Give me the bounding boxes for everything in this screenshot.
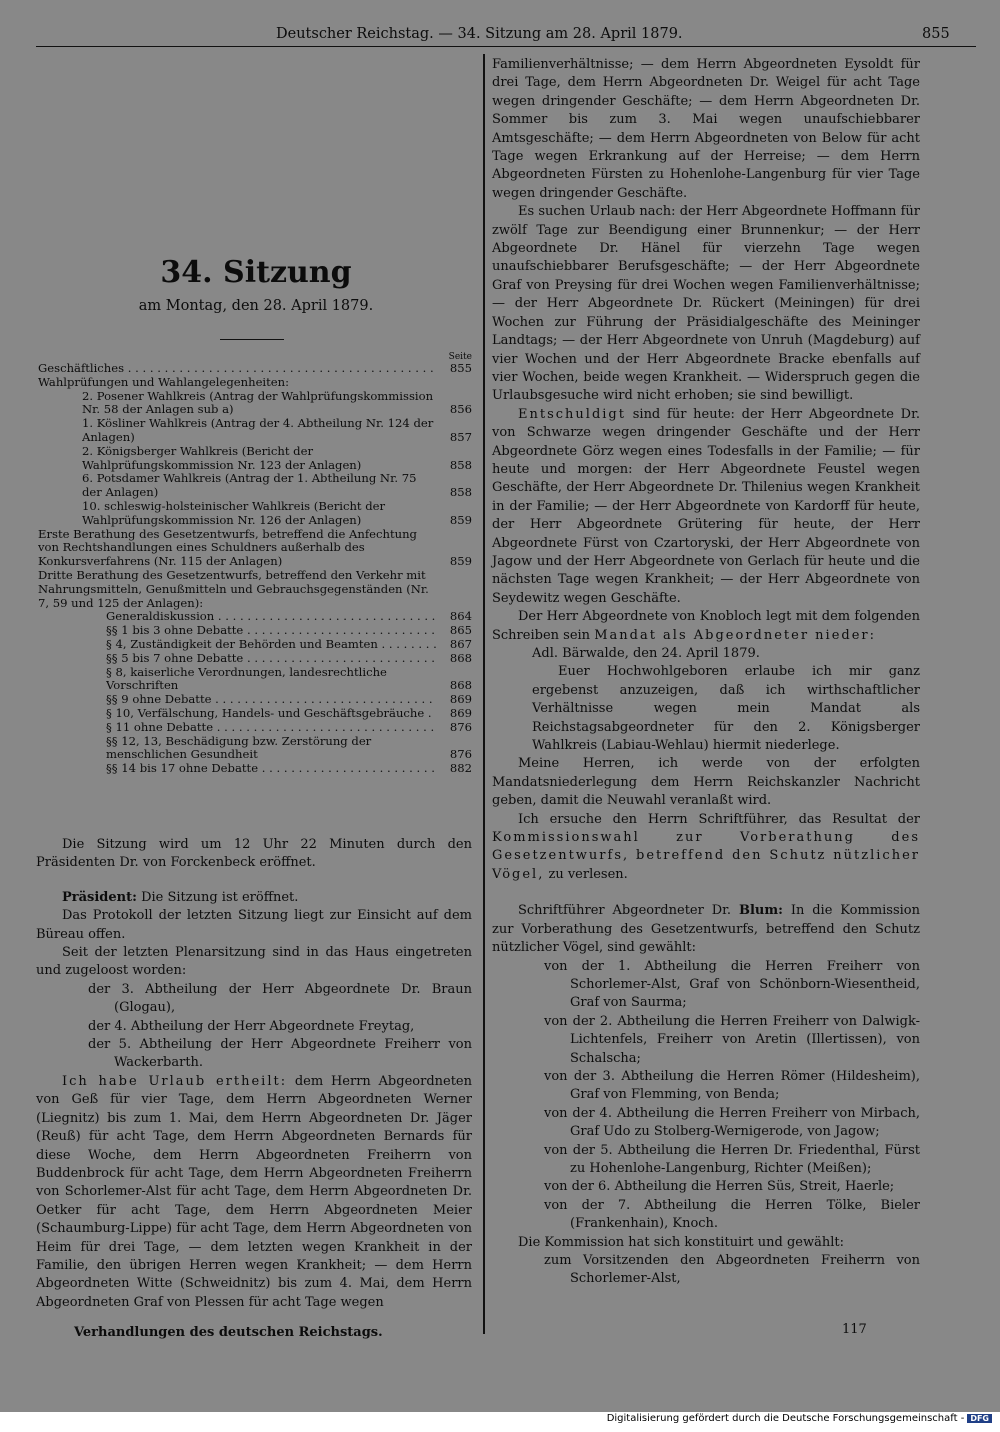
paragraph-family: Familienverhältnisse; — dem Herrn Abgeordneten Eysoldt für drei Tage, dem Herrn Abgeordneten Dr. Weigel für acht Tage wegen dringender Geschäfte; — dem Herrn Abgeordneten Dr. Sommer bis zum 3. Mai wegen unaufschiebbarer Amtsgeschäfte; — dem Herrn Abgeordneten von Below für acht Tage wegen Erkrankung auf der Herreise; — dem Herrn Abgeordneten Fürsten zu Hohenlohe-Langenburg für vier Tage wegen dringender Geschäfte. [492, 57, 920, 201]
toc-entry-page: 867 [449, 636, 472, 651]
toc-entry-text: §§ 5 bis 7 ohne Debatte . . . [106, 652, 436, 666]
toc-entry-text: Erste Berathung des Gesetzentwurfs, betreffend die Anfechtung von Rechtshandlungen eines Schuldners außerhalb des Konkursverfahrens (Nr. 115 der Anlagen) [38, 527, 417, 569]
toc-entry [38, 624, 472, 638]
toc-entry-page: 876 [449, 747, 472, 762]
urlaub-text: dem Herrn Abgeordneten von Geß für vier Tage, dem Herrn Abgeordneten Werner (Liegnitz) bis zum 1. Mai, dem Herrn Abgeordneten Dr. Jäger (Reuß) für acht Tage, dem Herrn Abgeordneten Bernards für diese Woche, dem Herrn Abgeordneten Freiherrn von Buddenbrock für acht Tage, dem Herrn Abgeordneten Freiherrn von Schorlemer-Alst für acht Tage, dem Herrn Abgeordneten Dr. Oetker für acht Tage, dem Herrn Abgeordneten Meier (Schaumburg-Lippe) für acht Tage, dem Herrn Abgeordneten von Heim für drei Tage, — dem letzten wegen Krankheit in der Familie, den übrigen Herren wegen Krankheit; — dem Herrn Abgeordneten Witte (Schweidnitz) bis zum 4. Mai, dem Herrn Abgeordneten Graf von Plessen für acht Tage wegen [36, 1073, 472, 1310]
excused-text: sind für heute: der Herr Abgeordnete Dr. von Schwarze wegen dringender Geschäfte und der Herr Abgeordnete Görz wegen eines Todesfalls in der Familie; — für heute und morgen: der Herr Abgeordnete Feustel wegen Geschäfte, der Herr Abgeordnete Dr. Thilenius wegen Krankheit in der Familie; — der Herr Abgeordnete von Kardorff für heute, der Herr Abgeordnete Grütering für heute, der Herr Abgeordnete Fürst von Czartoryski, der Herr Abgeordnete von Jagow und der Herr Abgeordnete von Gerlach für heute und die nächsten Tage wegen Krankheit; — der Herr Abgeordnete von Seydewitz wegen Geschäfte. [492, 406, 920, 606]
toc-entry [38, 638, 472, 652]
entered-intro: Seit der letzten Plenarsitzung sind in das Haus eingetreten und zugeloost worden: [36, 945, 472, 979]
sheet-number: 117 [842, 1322, 867, 1337]
toc-entry [38, 707, 472, 721]
toc-entry-text: § 8, kaiserliche Verordnungen, landesrechtliche Vorschriften [106, 665, 387, 693]
toc-entry [38, 693, 472, 707]
funding-credit [0, 1413, 992, 1424]
toc-entry [38, 652, 472, 666]
blum-name: Blum: [738, 903, 783, 919]
toc-entry-text: 2. Posener Wahlkreis (Antrag der Wahlprüfungskommission Nr. 58 der Anlagen sub a) [82, 389, 434, 417]
toc-entry [38, 721, 472, 735]
paragraph-request [492, 811, 920, 885]
toc-entry [38, 762, 472, 776]
toc-entry-page: 855 [449, 361, 472, 375]
toc-entry-page: 864 [449, 609, 472, 624]
left-column [36, 836, 472, 1312]
toc-entry-page: 858 [449, 485, 472, 500]
toc-entry [38, 610, 472, 624]
request-emphasis: Kommissionswahl zur Vorberathung des Gesetzentwurfs, betreffend den Schutz nützlicher Vögel, [492, 830, 920, 882]
paragraph-excused [492, 406, 920, 608]
table-of-contents [38, 352, 472, 776]
toc-entry-page: 865 [449, 623, 472, 638]
toc-entry-page: 856 [449, 402, 472, 417]
toc-entry-page: 868 [449, 650, 472, 665]
commission-members-list [492, 958, 920, 1234]
letter-place: Adl. Bärwalde, den 24. April 1879. [532, 646, 760, 661]
toc-entry-text: 10. schleswig-holsteinischer Wahlkreis (Bericht der Wahlprüfungskommission Nr. 126 der Anlagen) [82, 499, 386, 527]
toc-entry-text: 1. Kösliner Wahlkreis (Antrag der 4. Abtheilung Nr. 124 der Anlagen) [82, 417, 434, 444]
session-date: am Montag, den 28. April 1879. [138, 298, 374, 314]
paragraph-leave-requests: Es suchen Urlaub nach: der Herr Abgeordnete Hoffmann für zwölf Tage zur Beendigung einer Brunnenkur; — der Herr Abgeordnete Dr. Hänel für vierzehn Tage wegen unaufschiebbarer Berufsgeschäfte; — der Herr Abgeordnete Graf von Preysing für drei Wochen wegen Familienverhältnisse; — der Herr Abgeordnete Dr. Rückert (Meiningen) für drei Wochen zur Führung der Präsidialgeschäfte des Meininger Landtags; — der Herr Abgeordnete von Unruh (Magdeburg) auf vier Wochen und der Herr Abgeordnete Bracke ebenfalls auf vier Wochen, beide wegen Krankheit. — Widerspruch gegen die Urlaubsgesuche wird nicht erhoben; sie sind bewilligt. [492, 204, 920, 404]
paragraph-chair: zum Vorsitzenden den Abgeordneten Freiherrn von Schorlemer-Alst, [544, 1253, 920, 1287]
session-title: 34. Sitzung [160, 255, 352, 290]
paragraph-constituted: Die Kommission hat sich konstituirt und gewählt: [518, 1234, 845, 1250]
toc-entry [38, 376, 472, 390]
toc-entry-text: §§ 9 ohne Debatte . . . [106, 693, 436, 707]
toc-entry-page: 869 [449, 692, 472, 707]
page-number: 855 [922, 26, 950, 42]
footer-title: Verhandlungen des deutschen Reichstags. [74, 1325, 383, 1340]
urlaub-paragraph [36, 1073, 472, 1312]
toc-entry-text: § 10, Verfälschung, Handels- und Geschäftsgebräuche . . . [106, 707, 436, 721]
toc-entry-text: §§ 12, 13, Beschädigung bzw. Zerstörung der menschlichen Gesundheit [106, 734, 372, 762]
toc-entry-page: 868 [449, 678, 472, 693]
protocol-paragraph: Das Protokoll der letzten Sitzung liegt zur Einsicht auf dem Büreau offen. [36, 908, 472, 942]
toc-entry-text: Geschäftliches . . . [38, 362, 436, 376]
title-rule [220, 339, 284, 340]
toc-entry-page: 857 [449, 429, 472, 444]
commission-member-group: von der 3. Abtheilung die Herren Römer (Hildesheim), Graf von Flemming, von Benda; [544, 1068, 920, 1103]
toc-entry [38, 735, 472, 763]
right-column [492, 56, 920, 1289]
resignation-text: Der Herr Abgeordnete von Knobloch legt mit dem folgenden Schreiben sein [492, 609, 920, 643]
commission-member-group: von der 6. Abtheilung die Herren Süs, Streit, Haerle; [544, 1179, 895, 1195]
toc-entry [38, 417, 472, 445]
toc-entry-text: Generaldiskussion . . . [106, 610, 436, 624]
toc-entry-page: 869 [449, 705, 472, 720]
toc-entry-text: § 11 ohne Debatte . . . [106, 721, 436, 735]
toc-entry [38, 472, 472, 500]
toc-entry [38, 362, 472, 376]
request-text: Ich ersuche den Herrn Schriftführer, das Resultat der [518, 811, 920, 827]
blum-text: In die Kommission zur Vorberathung des Gesetzentwurfs, betreffend den Schutz nützlicher Vögel, sind gewählt: [492, 903, 921, 956]
urlaub-lead: Ich habe Urlaub ertheilt: [62, 1073, 288, 1089]
header-rule [36, 46, 976, 47]
entered-member: der 3. Abtheilung der Herr Abgeordnete Dr. Braun (Glogau), [88, 981, 472, 1016]
toc-page-label: Seite [448, 352, 472, 362]
toc-entry-text: §§ 14 bis 17 ohne Debatte . . . [106, 762, 436, 776]
toc-entry [38, 569, 472, 610]
toc-entry-page: 882 [449, 761, 472, 776]
excused-lead: Entschuldigt [518, 406, 626, 422]
running-header: Deutscher Reichstag. — 34. Sitzung am 28. April 1879. [276, 26, 683, 42]
opening-paragraph: Die Sitzung wird um 12 Uhr 22 Minuten durch den Präsidenten Dr. von Forckenbeck eröffnet. [36, 837, 472, 871]
commission-member-group: von der 2. Abtheilung die Herren Freiherr von Dalwigk-Lichtenfels, Freiherr von Aretin (Illertissen), von Schalscha; [544, 1013, 920, 1066]
toc-entry-page: 876 [449, 719, 472, 734]
commission-member-group: von der 5. Abtheilung die Herren Dr. Friedenthal, Fürst zu Hohenlohe-Langenburg, Richter (Meißen); [544, 1142, 920, 1176]
resignation-emphasis: Mandat als Abgeordneter nieder: [594, 627, 877, 643]
toc-entry-page: 858 [449, 457, 472, 472]
toc-entry [38, 445, 472, 473]
toc-entry-text: Wahlprüfungen und Wahlangelegenheiten: [38, 375, 290, 389]
paragraph-notification: Meine Herren, ich werde von der erfolgten Mandatsniederlegung dem Herrn Reichskanzler Nachricht geben, damit die Neuwahl veranlaßt wird. [492, 756, 920, 809]
entered-member: der 5. Abtheilung der Herr Abgeordnete Freiherr von Wackerbarth. [88, 1037, 472, 1071]
toc-entry-text: § 4, Zuständigkeit der Behörden und Beamten . . . [106, 638, 436, 652]
toc-entry-text: §§ 1 bis 3 ohne Debatte . . . [106, 624, 436, 638]
commission-member-group: von der 4. Abtheilung die Herren Freiherr von Mirbach, Graf Udo zu Stolberg-Wernigerode, von Jagow; [544, 1105, 920, 1140]
blum-label: Schriftführer Abgeordneter Dr. [518, 903, 732, 919]
toc-entry [38, 528, 472, 569]
request-end: zu verlesen. [548, 866, 628, 882]
toc-entry-page: 859 [449, 554, 472, 569]
letter-text: Euer Hochwohlgeboren erlaube ich mir ganz ergebenst anzuzeigen, daß ich wirthschaftlicher Verhältnisse wegen mein Mandat als Reichstagsabgeordneter für den 2. Königsberger Wahlkreis (Labiau-Wehlau) hiermit niederlege. [532, 664, 920, 754]
paragraph-blum [492, 902, 920, 957]
toc-entry-text: Dritte Berathung des Gesetzentwurfs, betreffend den Verkehr mit Nahrungsmitteln, Genußmitteln und Gebrauchsgegenständen (Nr. 7, 59 und 125 der Anlagen): [38, 568, 429, 610]
toc-entry-text: 2. Königsberger Wahlkreis (Bericht der Wahlprüfungskommission Nr. 123 der Anlagen) [82, 444, 362, 472]
speaker-label: Präsident: [62, 889, 137, 905]
toc-list [38, 362, 472, 776]
commission-member-group: von der 1. Abtheilung die Herren Freiherr von Schorlemer-Alst, Graf von Schönborn-Wiesentheid, Graf von Saurma; [544, 958, 920, 1011]
toc-entry [38, 500, 472, 528]
commission-member-group: von der 7. Abtheilung die Herren Tölke, Bieler (Frankenhain), Knoch. [544, 1197, 920, 1232]
speaker-text: Die Sitzung ist eröffnet. [141, 889, 299, 905]
dfg-logo: DFG [967, 1414, 992, 1423]
toc-entry [38, 666, 472, 694]
toc-entry [38, 390, 472, 418]
paragraph-resignation [492, 608, 920, 645]
entered-member: der 4. Abtheilung der Herr Abgeordnete Freytag, [88, 1018, 415, 1034]
toc-entry-page: 859 [449, 512, 472, 527]
president-paragraph [36, 889, 472, 907]
credit-text: Digitalisierung gefördert durch die Deutsche Forschungsgemeinschaft - [606, 1413, 965, 1424]
entered-members-list [36, 981, 472, 1073]
column-divider [483, 54, 485, 1334]
toc-entry-text: 6. Potsdamer Wahlkreis (Antrag der 1. Abtheilung Nr. 75 der Anlagen) [82, 472, 417, 500]
